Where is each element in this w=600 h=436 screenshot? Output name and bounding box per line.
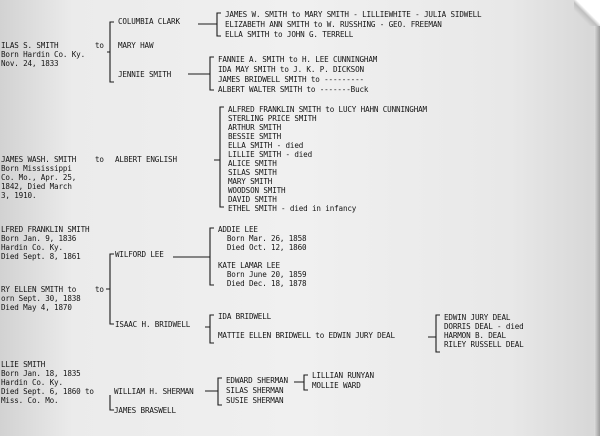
list-item: SUSIE SHERMAN [226,396,284,405]
list-item: BESSIE SMITH [228,132,282,141]
james-wash-smith-name: JAMES WASH. SMITH [1,155,77,164]
list-item: WOODSON SMITH [228,186,286,195]
list-item: Died Dec. 18, 1878 [218,279,307,288]
list-item: ALBERT WALTER SMITH to -------Buck [218,85,369,94]
list-item: Born Mar. 26, 1858 [218,234,307,243]
list-item: Born June 20, 1859 [218,270,307,279]
mary-ellen-smith-line: orn Sept. 30, 1838 [1,294,81,303]
lillie-smith-line: Hardin Co. Ky. [1,378,63,387]
spouse-william-sherman: WILLIAM H. SHERMAN [114,387,194,396]
list-item: KATE LAMAR LEE [218,261,280,270]
alfred-franklin-smith-line: Died Sept. 8, 1861 [1,252,81,261]
to-label: to [95,155,104,164]
alfred-franklin-smith-name: LFRED FRANKLIN SMITH [1,225,90,234]
list-item: MOLLIE WARD [312,381,361,390]
mary-ellen-smith-line: Died May 4, 1870 [1,303,72,312]
spouse-mary-haw: MARY HAW [118,41,154,50]
list-item: HARMON B. DEAL [444,331,506,340]
spouse-albert-english: ALBERT ENGLISH [115,155,177,164]
james-wash-smith-line: 1842, Died March [1,182,72,191]
list-item: MATTIE ELLEN BRIDWELL to EDWIN JURY DEAL [218,331,395,340]
list-item: LILLIE SMITH - died [228,150,313,159]
list-item: ELLA SMITH to JOHN G. TERRELL [225,30,354,39]
to-label: to [95,285,104,294]
list-item: DAVID SMITH [228,195,277,204]
list-item: SILAS SHERMAN [226,386,284,395]
james-wash-smith-line: Born Mississippi [1,164,72,173]
lillie-smith-name: LLIE SMITH [1,360,46,369]
spouse-isaac-bridwell: ISAAC H. BRIDWELL [115,320,191,329]
list-item: LILLIAN RUNYAN [312,371,374,380]
silas-smith-birth: Born Hardin Co. Ky. [1,50,86,59]
spouse-wilford-lee: WILFORD LEE [115,250,164,259]
lillie-smith-line: Miss. Co. Mo. [1,396,59,405]
silas-smith-date: Nov. 24, 1833 [1,59,59,68]
lillie-smith-line: Died Sept. 6, 1860 to [1,387,94,396]
to-label: to [95,41,104,50]
list-item: ARTHUR SMITH [228,123,282,132]
list-item: IDA MAY SMITH to J. K. P. DICKSON [218,65,364,74]
list-item: JAMES BRIDWELL SMITH to --------- [218,75,364,84]
list-item: JAMES W. SMITH to MARY SMITH - LILLIEWHITE - JULIA SIDWELL [225,10,482,19]
list-item: STERLING PRICE SMITH [228,114,317,123]
james-wash-smith-line: Co. Mo., Apr. 25, [1,173,77,182]
page-edge-shadow [594,0,600,436]
child-columbia-clark: COLUMBIA CLARK [118,17,180,26]
folded-corner [574,0,600,26]
james-wash-smith-line: 3, 1910. [1,191,37,200]
list-item: EDWIN JURY DEAL [444,313,511,322]
list-item: FANNIE A. SMITH to H. LEE CUNNINGHAM [218,55,378,64]
spouse-james-braswell: JAMES BRASWELL [114,406,176,415]
list-item: Died Oct. 12, 1860 [218,243,307,252]
alfred-franklin-smith-line: Born Jan. 9, 1836 [1,234,77,243]
mary-ellen-smith-name: RY ELLEN SMITH to [1,285,77,294]
list-item: ADDIE LEE [218,225,258,234]
child-jennie-smith: JENNIE SMITH [118,70,172,79]
list-item: MARY SMITH [228,177,273,186]
list-item: RILEY RUSSELL DEAL [444,340,524,349]
lillie-smith-line: Born Jan. 18, 1835 [1,369,81,378]
list-item: DORRIS DEAL - died [444,322,524,331]
alfred-franklin-smith-line: Hardin Co. Ky. [1,243,63,252]
list-item: ALICE SMITH [228,159,277,168]
list-item: IDA BRIDWELL [218,312,272,321]
list-item: EDWARD SHERMAN [226,376,288,385]
list-item: ALFRED FRANKLIN SMITH to LUCY HAHN CUNNINGHAM [228,105,427,114]
list-item: SILAS SMITH [228,168,277,177]
list-item: ELIZABETH ANN SMITH to W. RUSSHING - GEO. FREEMAN [225,20,442,29]
silas-smith-name: ILAS S. SMITH [1,41,59,50]
list-item: ELLA SMITH - died [228,141,304,150]
list-item: ETHEL SMITH - died in infancy [228,204,357,213]
